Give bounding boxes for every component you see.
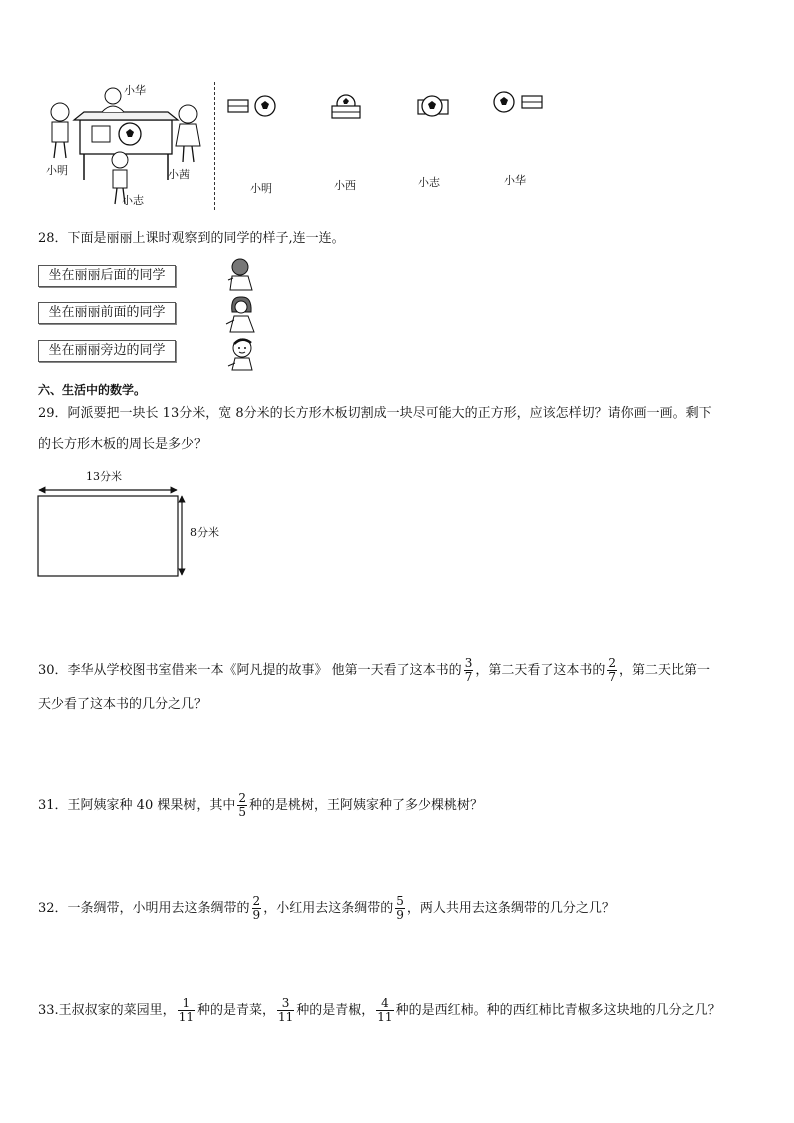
q28-option-behind[interactable]: 坐在丽丽后面的同学: [38, 265, 176, 287]
q29-width-label: 8分米: [190, 526, 219, 539]
q30-text-part1: 30．李华从学校图书室借来一本《阿凡提的故事》 他第一天看了这本书的: [38, 663, 462, 678]
q30-fraction-2: $\frac{2}{7}$: [608, 656, 616, 684]
q33-line: [38, 997, 721, 1024]
q29-rectangle-diagram: [36, 482, 196, 582]
student-side-view-icon[interactable]: [226, 336, 260, 372]
q32-fraction-2: $\frac{5}{9}$: [396, 894, 404, 922]
student-front-view-icon[interactable]: [224, 294, 258, 334]
section-6-heading: 六、生活中的数学。: [38, 383, 147, 397]
student-back-view-icon[interactable]: [224, 256, 258, 292]
label-xiaoming: 小明: [46, 164, 68, 177]
view-option-1-icon: [226, 94, 286, 124]
view-label-3: 小志: [418, 176, 440, 189]
q31-fraction-1: $\frac{2}{5}$: [238, 791, 246, 819]
q32-text-part3: ，两人共用去这条绸带的几分之几？: [406, 901, 615, 916]
q32-fraction-1: $\frac{2}{9}$: [252, 894, 261, 922]
dashed-divider: [214, 82, 215, 210]
view-option-4-icon: [490, 90, 550, 120]
q33-text-part1: 33.王叔叔家的菜园里，: [38, 1003, 176, 1018]
q27-figure: [38, 82, 558, 214]
q31-text-part2: 种的是桃树，王阿姨家种了多少棵桃树？: [249, 798, 484, 813]
q29-line2: 的长方形木板的周长是多少？: [38, 437, 208, 452]
q33-fraction-1: $\frac{1}{11}$: [178, 996, 194, 1024]
view-option-2-icon: [328, 92, 368, 122]
q31-line: [38, 792, 483, 819]
q30-text-part3: ，第二天比第一: [618, 663, 710, 678]
view-label-4: 小华: [504, 174, 526, 187]
q29-line1: 29．阿派要把一块长 13分米，宽 8分米的长方形木板切割成一块尽可能大的正方形，应该怎样切？请你画一画。剩下: [38, 406, 712, 421]
q33-text-part4: 种的是西红柿。种的西红柿比青椒多这块地的几分之几？: [395, 1003, 721, 1018]
view-label-2: 小西: [334, 179, 356, 192]
q28-text: 28．下面是丽丽上课时观察到的同学的样子,连一连。: [38, 231, 345, 246]
q32-line: [38, 895, 615, 922]
q30-line1: [38, 657, 710, 684]
view-option-3-icon: [414, 92, 454, 122]
q32-text-part2: ，小红用去这条绸带的: [263, 901, 394, 916]
label-xiaoqian: 小茜: [168, 168, 190, 181]
label-xiaozhi: 小志: [122, 194, 144, 207]
q33-text-part2: 种的是青菜，: [196, 1003, 275, 1018]
q30-line2: 天少看了这本书的几分之几？: [38, 697, 208, 712]
q30-text-part2: ，第二天看了这本书的: [475, 663, 606, 678]
q32-text-part1: 32．一条绸带，小明用去这条绸带的: [38, 901, 250, 916]
view-label-1: 小明: [250, 182, 272, 195]
q28-option-front[interactable]: 坐在丽丽前面的同学: [38, 302, 176, 324]
q28-option-beside[interactable]: 坐在丽丽旁边的同学: [38, 340, 176, 362]
q33-text-part3: 种的是青椒，: [296, 1003, 375, 1018]
q33-fraction-3: $\frac{4}{11}$: [377, 996, 393, 1024]
label-xiaohua: 小华: [124, 84, 146, 97]
q29-length-label: 13分米: [86, 470, 122, 483]
q33-fraction-2: $\frac{3}{11}$: [277, 996, 294, 1024]
q31-text-part1: 31．王阿姨家种 40 棵果树，其中: [38, 798, 236, 813]
q30-fraction-1: $\frac{3}{7}$: [464, 656, 473, 684]
